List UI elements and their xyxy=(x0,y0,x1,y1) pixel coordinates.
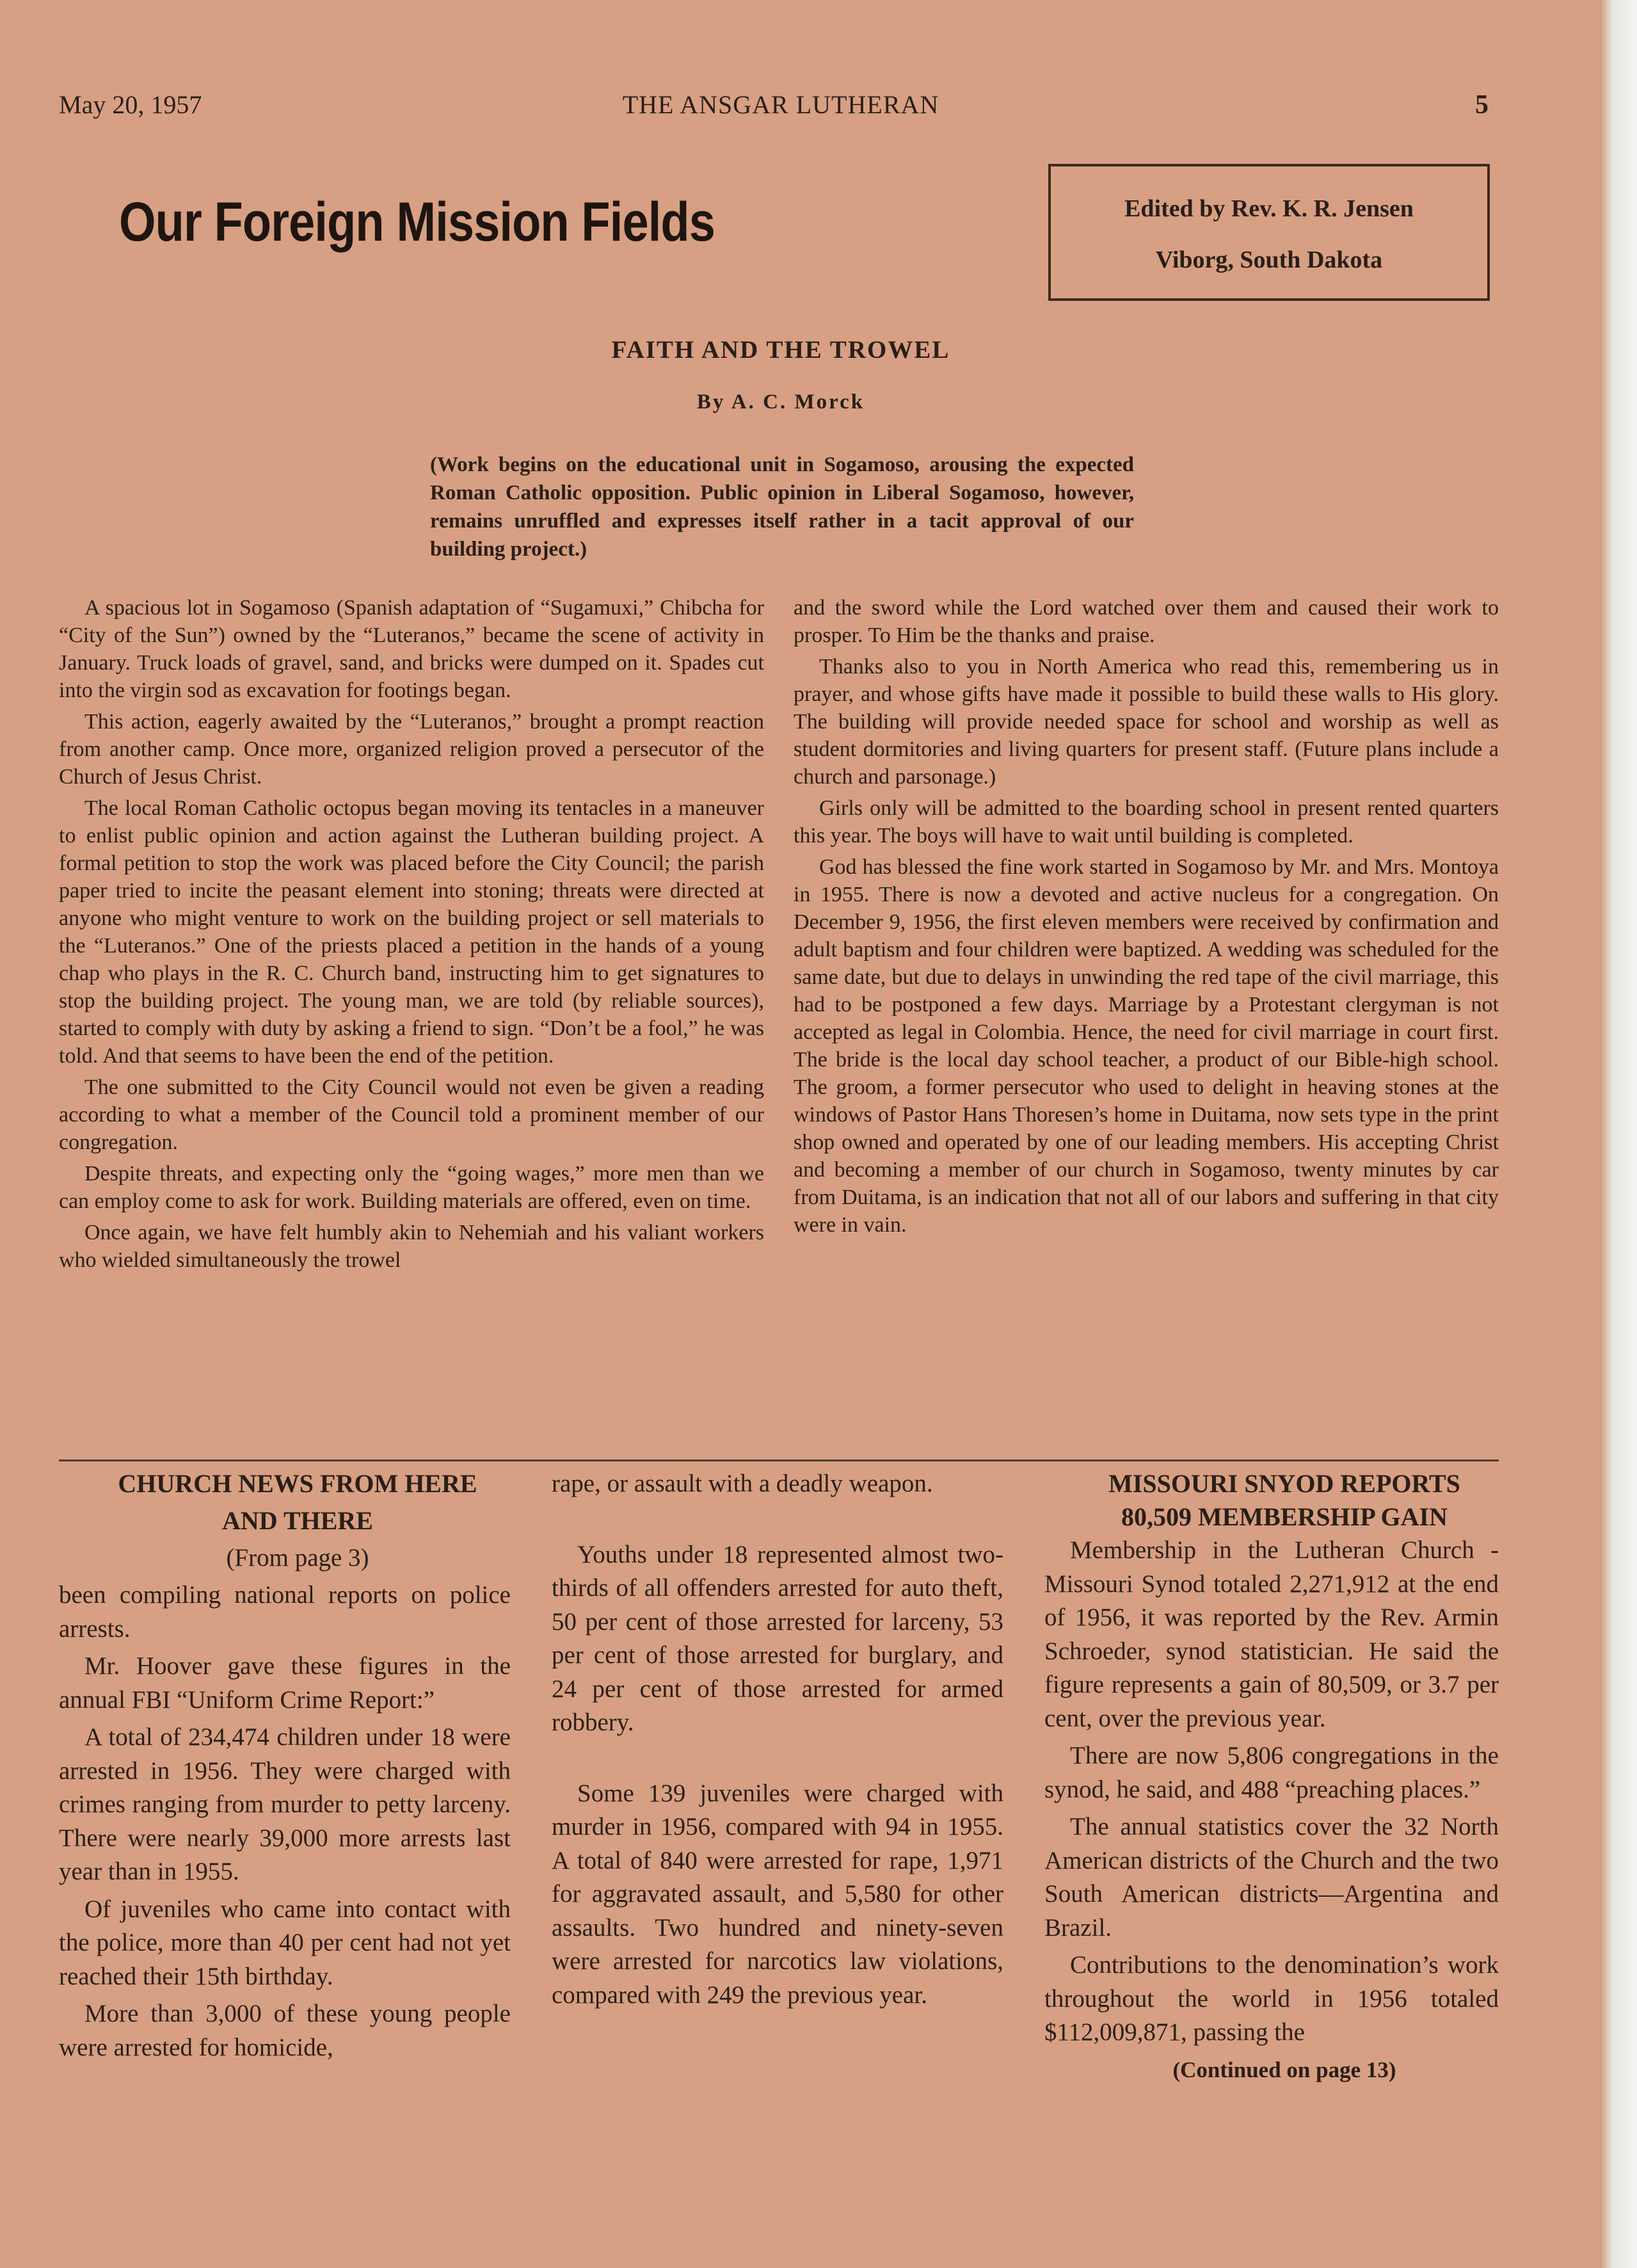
editor-location: Viborg, South Dakota xyxy=(1155,246,1383,273)
paragraph: and the sword while the Lord watched over them and caused their work to prosper. To Him be the thanks and praise. xyxy=(794,596,1499,647)
issue-date: May 20, 1957 xyxy=(59,90,202,119)
article-column-2 xyxy=(794,594,1499,1243)
article-byline: By A. C. Morck xyxy=(696,390,865,414)
missouri-title-line2: 80,509 MEMBERSHIP GAIN xyxy=(1121,1502,1448,1531)
paragraph: Youths under 18 represented almost two-thirds of all offenders arrested for auto theft, 50 per cent of those arrested for larceny, 53 per cent of those arrested for burglary, and 24 per cent of those arrested for armed robbery. xyxy=(552,1540,1003,1736)
paragraph: Despite threats, and expecting only the “going wages,” more men than we can employ come to ask for work. Building materials are offered, even on time. xyxy=(59,1162,764,1213)
paragraph: There are now 5,806 congregations in the synod, he said, and 488 “preaching places.” xyxy=(1044,1742,1499,1803)
article-title: FAITH AND THE TROWEL xyxy=(611,336,950,364)
paragraph: rape, or assault with a deadly weapon. xyxy=(552,1470,933,1497)
church-news-column-2 xyxy=(552,1467,1003,2016)
article-column-1 xyxy=(59,594,764,1278)
paragraph: Membership in the Lutheran Church - Missouri Synod totaled 2,271,912 at the end of 1956, it was reported by the Rev. Armin Schroeder, synod statistician. He said the figure represents a gain of 80,509, or 3.7 per cent, over the previous year. xyxy=(1044,1536,1499,1732)
paragraph: More than 3,000 of these young people were arrested for homicide, xyxy=(59,2000,511,2061)
continued-from: (From page 3) xyxy=(226,1544,369,1572)
missouri-synod-column xyxy=(1044,1467,1499,2091)
church-news-title-line2: AND THERE xyxy=(222,1506,373,1535)
department-title: Our Foreign Mission Fields xyxy=(119,191,715,253)
section-divider xyxy=(59,1460,1499,1461)
church-news-column-1 xyxy=(59,1467,511,2068)
editor-name: Edited by Rev. K. R. Jensen xyxy=(1124,195,1414,222)
article-intro: (Work begins on the educational unit in Sogamoso, arousing the expected Roman Catholic opposition. Public opinion in Liberal Sogamoso, however, remains unruffled and expresses itself rather in a tacit approval of our building project.) xyxy=(430,453,1134,561)
paragraph: Mr. Hoover gave these figures in the annual FBI “Uniform Crime Report:” xyxy=(59,1652,511,1714)
paragraph: God has blessed the fine work started in Sogamoso by Mr. and Mrs. Montoya in 1955. There is now a devoted and active nucleus for a congregation. On December 9, 1956, the first eleven members were received by confirmation and adult baptism and four children were baptized. A wedding was scheduled for the same date, but due to delays in unwinding the red tape of the civil marriage, this had to be postponed a few days. Marriage by a Protestant clergyman is not accepted as legal in Colombia. Hence, the need for civil marriage in court first. The bride is the local day school teacher, a product of our Bible-high school. The groom, a former persecutor who used to delight in heaving stones at the windows of Pastor Hans Thoresen’s home in Duitama, now sets type in the print shop owned and operated by one of our leading members. His accepting Christ and becoming a member of our church in Sogamoso, twenty minutes by car from Duitama, is an indication that not all of our labors and suffering in that city were in vain. xyxy=(794,855,1499,1237)
paragraph: The local Roman Catholic octopus began moving its tentacles in a maneuver to enlist public opinion and action against the Lutheran building project. A formal petition to stop the work was placed before the City Council; the parish paper tried to incite the peasant element into stoning; threats were directed at anyone who might venture to work on the building project or sell materials to the “Luteranos.” One of the priests placed a petition in the hands of a young chap who plays in the R. C. Church band, instructing him to get signatures to stop the building project. The young man, we are told (by reliable sources), started to comply with duty by asking a friend to sign. “Don’t be a fool,” he was told. And that seems to have been the end of the petition. xyxy=(59,796,764,1068)
paragraph: Of juveniles who came into contact with the police, more than 40 per cent had not yet reached their 15th birthday. xyxy=(59,1895,511,1990)
page-edge xyxy=(1600,0,1637,2268)
paragraph: Contributions to the denomination’s work throughout the world in 1956 totaled $112,009,871, passing the xyxy=(1044,1951,1499,2046)
paragraph: This action, eagerly awaited by the “Luteranos,” brought a prompt reaction from another camp. Once more, organized religion proved a persecutor of the Church of Jesus Christ. xyxy=(59,710,764,789)
paragraph: Thanks also to you in North America who read this, remembering us in prayer, and whose gifts have made it possible to build these walls to His glory. The building will provide needed space for school and worship as well as student dormitories and living quarters for present staff. (Future plans include a church and parsonage.) xyxy=(794,655,1499,789)
paragraph: A total of 234,474 children under 18 were arrested in 1956. They were charged with crimes ranging from murder to petty larceny. There were nearly 39,000 more arrests last year than in 1955. xyxy=(59,1723,511,1885)
publication-title: THE ANSGAR LUTHERAN xyxy=(622,90,939,119)
paragraph: A spacious lot in Sogamoso (Spanish adaptation of “Sugamuxi,” Chibcha for “City of the Sun”) owned by the “Luteranos,” became the scene of activity in January. Truck loads of gravel, sand, and bricks were dumped on it. Spades cut into the virgin sod as excavation for footings began. xyxy=(59,596,764,702)
church-news-title-line1: CHURCH NEWS FROM HERE xyxy=(118,1469,477,1498)
paragraph: Once again, we have felt humbly akin to Nehemiah and his valiant workers who wielded simultaneously the trowel xyxy=(59,1221,764,1272)
paragraph: The annual statistics cover the 32 North American districts of the Church and the two South American districts—Argentina and Brazil. xyxy=(1044,1813,1499,1942)
paragraph: been compiling national reports on police arrests. xyxy=(59,1581,511,1643)
editor-box xyxy=(1048,164,1490,301)
continued-on: (Continued on page 13) xyxy=(1172,2057,1396,2082)
paragraph: Some 139 juveniles were charged with murder in 1956, compared with 94 in 1955. A total of 840 were arrested for rape, 1,971 for aggravated assault, and 5,580 for other assaults. Two hundred and ninety-seven were arrested for narcotics law violations, compared with 249 the previous year. xyxy=(552,1779,1003,2009)
page-number: 5 xyxy=(1475,90,1489,120)
missouri-title-line1: MISSOURI SNYOD REPORTS xyxy=(1108,1469,1460,1498)
paragraph: The one submitted to the City Council would not even be given a reading according to what a member of the Council told a prominent member of our congregation. xyxy=(59,1075,764,1154)
paragraph: Girls only will be admitted to the boarding school in present rented quarters this year. The boys will have to wait until building is completed. xyxy=(794,796,1499,848)
